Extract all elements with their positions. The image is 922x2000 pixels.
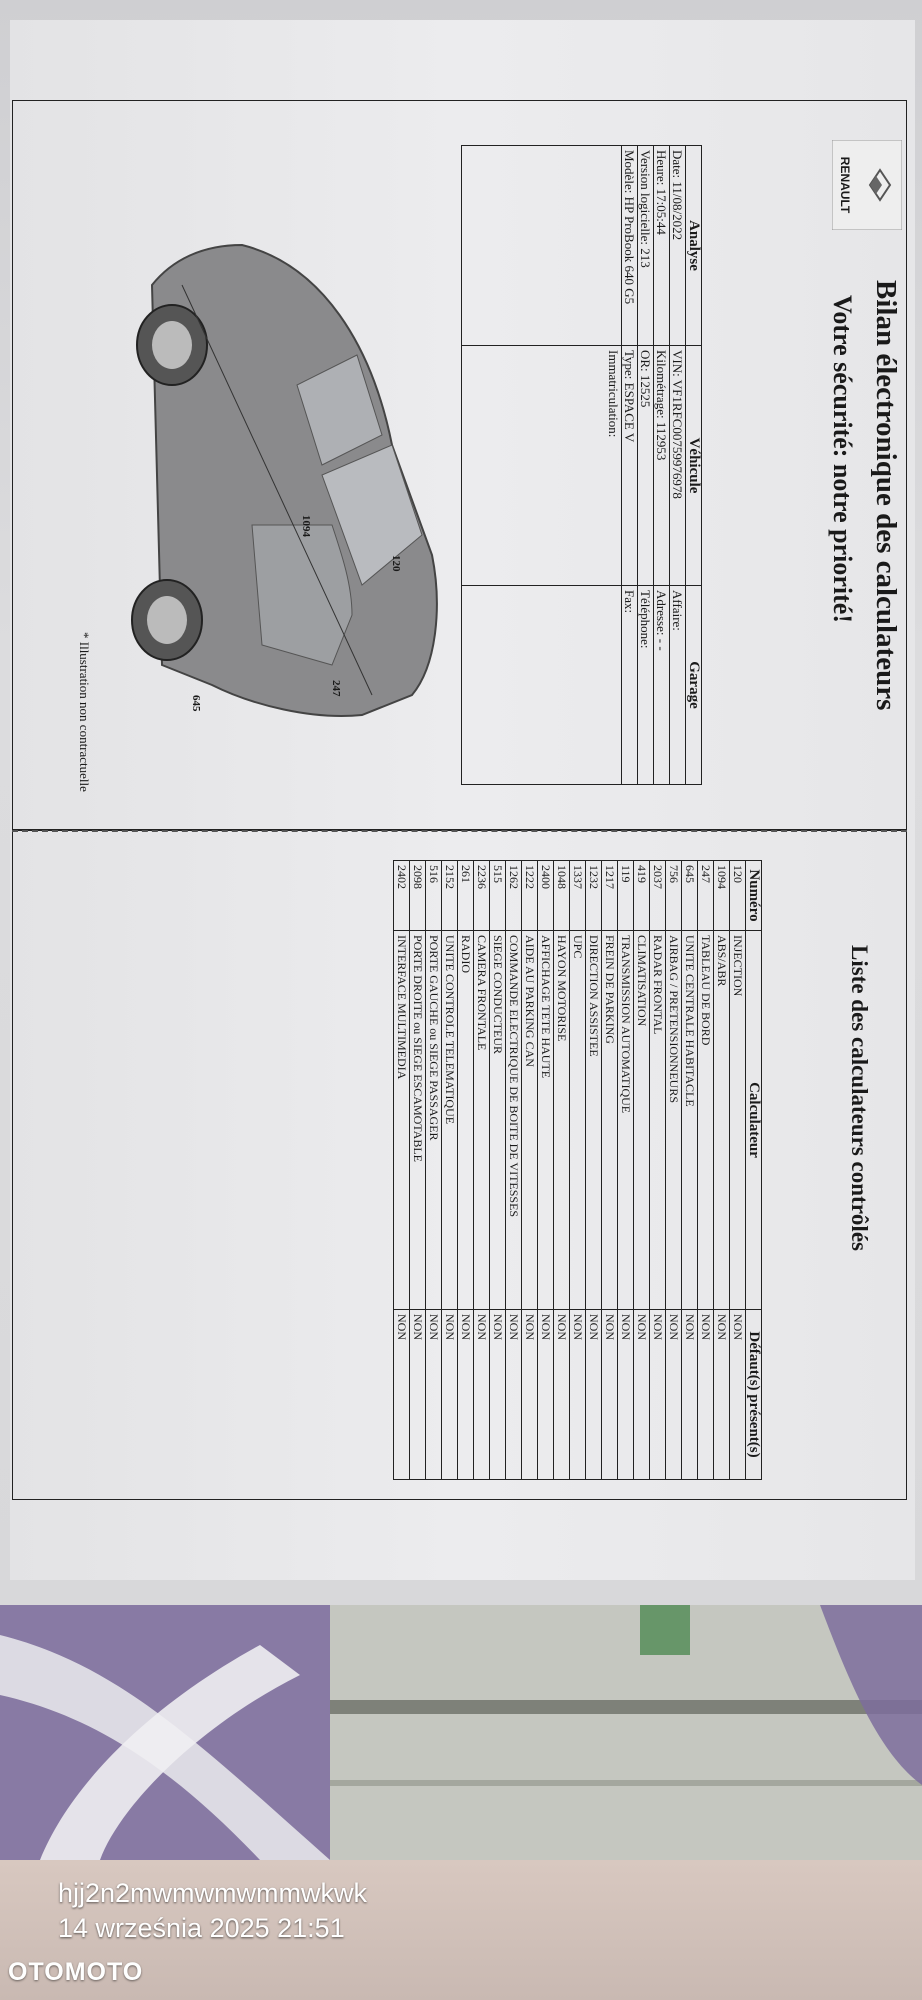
defaut-cell: NON bbox=[698, 1310, 714, 1480]
table-row bbox=[442, 861, 458, 1480]
info-row bbox=[638, 146, 654, 785]
calculateur-cell: FREIN DE PARKING bbox=[602, 931, 618, 1310]
table-row bbox=[410, 861, 426, 1480]
table-row bbox=[666, 861, 682, 1480]
col-calculateur: Calculateur bbox=[746, 931, 762, 1310]
table-row bbox=[634, 861, 650, 1480]
table-row bbox=[458, 861, 474, 1480]
info-cell: Date: 11/08/2022 bbox=[670, 146, 686, 346]
numero-cell: 1048 bbox=[554, 861, 570, 931]
otomoto-watermark: OTOMOTO bbox=[8, 1958, 144, 1986]
numero-cell: 756 bbox=[666, 861, 682, 931]
info-header-garage: Garage bbox=[686, 586, 702, 785]
numero-cell: 261 bbox=[458, 861, 474, 931]
calculateur-cell: AFFICHAGE TETE HAUTE bbox=[538, 931, 554, 1310]
info-cell: OR: 12525 bbox=[638, 346, 654, 586]
defaut-cell: NON bbox=[554, 1310, 570, 1480]
calculateur-cell: ABS/ABR bbox=[714, 931, 730, 1310]
table-row bbox=[490, 861, 506, 1480]
table-row bbox=[474, 861, 490, 1480]
table-row bbox=[522, 861, 538, 1480]
defaut-cell: NON bbox=[730, 1310, 746, 1480]
page-title: Bilan électronique des calculateurs bbox=[870, 280, 902, 711]
table-row bbox=[394, 861, 410, 1480]
calculateur-cell: CAMERA FRONTALE bbox=[474, 931, 490, 1310]
table-row bbox=[602, 861, 618, 1480]
info-cell: Téléphone: bbox=[638, 586, 654, 785]
numero-cell: 1217 bbox=[602, 861, 618, 931]
table-row bbox=[426, 861, 442, 1480]
info-row bbox=[622, 146, 638, 785]
numero-cell: 1094 bbox=[714, 861, 730, 931]
defaut-cell: NON bbox=[426, 1310, 442, 1480]
numero-cell: 1222 bbox=[522, 861, 538, 931]
info-cell: Version logicielle: 213 bbox=[638, 146, 654, 346]
info-cell: Affaire: bbox=[670, 586, 686, 785]
numero-cell: 2402 bbox=[394, 861, 410, 931]
calculateur-cell: INTERFACE MULTIMEDIA bbox=[394, 931, 410, 1310]
calculateur-cell: UPC bbox=[570, 931, 586, 1310]
illustration-note: * Illustration non contractuelle bbox=[77, 632, 92, 792]
calculateur-cell: CLIMATISATION bbox=[634, 931, 650, 1310]
table-row bbox=[538, 861, 554, 1480]
numero-cell: 2236 bbox=[474, 861, 490, 931]
defaut-cell: NON bbox=[410, 1310, 426, 1480]
numero-cell: 2400 bbox=[538, 861, 554, 931]
calculateur-cell: COMMANDE ELECTRIQUE DE BOITE DE VITESSES bbox=[506, 931, 522, 1310]
info-cell: Heure: 17:05:44 bbox=[654, 146, 670, 346]
numero-cell: 119 bbox=[618, 861, 634, 931]
defaut-cell: NON bbox=[714, 1310, 730, 1480]
photo-stamp-date: 14 września 2025 21:51 bbox=[58, 1913, 345, 1943]
list-title: Liste des calculateurs contrôlés bbox=[847, 945, 872, 1251]
info-cell: Type: ESPACE V bbox=[622, 346, 638, 586]
table-row bbox=[570, 861, 586, 1480]
numero-cell: 515 bbox=[490, 861, 506, 931]
defaut-cell: NON bbox=[522, 1310, 538, 1480]
calculateur-cell: UNITE CONTROLE TELEMATIQUE bbox=[442, 931, 458, 1310]
calculateur-cell: UNITE CENTRALE HABITACLE bbox=[682, 931, 698, 1310]
car-label-247: 247 bbox=[330, 680, 342, 697]
renault-logo bbox=[832, 140, 902, 230]
col-defauts: Défaut(s) présent(s) bbox=[746, 1310, 762, 1480]
calculateur-cell: DIRECTION ASSISTEE bbox=[586, 931, 602, 1310]
defaut-cell: NON bbox=[394, 1310, 410, 1480]
numero-cell: 2152 bbox=[442, 861, 458, 931]
calculateur-cell: AIRBAG / PRETENSIONNEURS bbox=[666, 931, 682, 1310]
table-row bbox=[618, 861, 634, 1480]
table-row bbox=[698, 861, 714, 1480]
defaut-cell: NON bbox=[474, 1310, 490, 1480]
numero-cell: 516 bbox=[426, 861, 442, 931]
calculateur-cell: AIDE AU PARKING CAN bbox=[522, 931, 538, 1310]
table-row bbox=[506, 861, 522, 1480]
defaut-cell: NON bbox=[442, 1310, 458, 1480]
numero-cell: 2098 bbox=[410, 861, 426, 931]
calculateur-cell: RADIO bbox=[458, 931, 474, 1310]
table-row bbox=[554, 861, 570, 1480]
numero-cell: 1262 bbox=[506, 861, 522, 931]
info-cell: Modèle: HP ProBook 640 G5 bbox=[622, 146, 638, 346]
numero-cell: 120 bbox=[730, 861, 746, 931]
defaut-cell: NON bbox=[650, 1310, 666, 1480]
calculateur-cell: RADAR FRONTAL bbox=[650, 931, 666, 1310]
numero-cell: 247 bbox=[698, 861, 714, 931]
defaut-cell: NON bbox=[618, 1310, 634, 1480]
table-row bbox=[714, 861, 730, 1480]
info-cell: Adresse: - - bbox=[654, 586, 670, 785]
brand-label: RENAULT bbox=[838, 156, 852, 214]
numero-cell: 645 bbox=[682, 861, 698, 931]
calculateur-cell: PORTE GAUCHE ou SIEGE PASSAGER bbox=[426, 931, 442, 1310]
numero-cell: 419 bbox=[634, 861, 650, 931]
calculateur-cell: HAYON MOTORISE bbox=[554, 931, 570, 1310]
defaut-cell: NON bbox=[634, 1310, 650, 1480]
table-row bbox=[730, 861, 746, 1480]
info-header-analyse: Analyse bbox=[686, 146, 702, 346]
info-table bbox=[461, 145, 702, 785]
info-cell: Kilométrage: 112953 bbox=[654, 346, 670, 586]
car-drawing bbox=[112, 225, 492, 725]
table-row bbox=[682, 861, 698, 1480]
calculateur-cell: TRANSMISSION AUTOMATIQUE bbox=[618, 931, 634, 1310]
photo-stamp-name: hjj2n2mwmwmwmmwkwk bbox=[58, 1878, 368, 1908]
table-row bbox=[650, 861, 666, 1480]
calculators-table bbox=[393, 860, 762, 1480]
defaut-cell: NON bbox=[602, 1310, 618, 1480]
defaut-cell: NON bbox=[666, 1310, 682, 1480]
calculateur-cell: TABLEAU DE BORD bbox=[698, 931, 714, 1310]
info-row bbox=[670, 146, 686, 785]
info-cell: VIN: VF1RFC00759976978 bbox=[670, 346, 686, 586]
fold-line bbox=[12, 830, 907, 832]
col-numero: Numéro bbox=[746, 861, 762, 931]
car-illustration bbox=[112, 225, 492, 725]
car-label-120: 120 bbox=[390, 555, 402, 572]
car-label-645: 645 bbox=[190, 695, 202, 712]
defaut-cell: NON bbox=[506, 1310, 522, 1480]
calculateur-cell: SIEGE CONDUCTEUR bbox=[490, 931, 506, 1310]
car-label-1094: 1094 bbox=[300, 515, 312, 537]
defaut-cell: NON bbox=[538, 1310, 554, 1480]
calculateur-cell: INJECTION bbox=[730, 931, 746, 1310]
info-header-vehicule: Véhicule bbox=[686, 346, 702, 586]
numero-cell: 1232 bbox=[586, 861, 602, 931]
defaut-cell: NON bbox=[586, 1310, 602, 1480]
info-cell: Fax: bbox=[622, 586, 638, 785]
defaut-cell: NON bbox=[570, 1310, 586, 1480]
page-subtitle: Votre sécurité: notre priorité! bbox=[828, 295, 857, 624]
numero-cell: 1337 bbox=[570, 861, 586, 931]
info-row bbox=[654, 146, 670, 785]
calculateur-cell: PORTE DROITE ou SIEGE ESCAMOTABLE bbox=[410, 931, 426, 1310]
numero-cell: 2037 bbox=[650, 861, 666, 931]
defaut-cell: NON bbox=[490, 1310, 506, 1480]
table-row bbox=[586, 861, 602, 1480]
defaut-cell: NON bbox=[682, 1310, 698, 1480]
defaut-cell: NON bbox=[458, 1310, 474, 1480]
info-cell: Immatriculation: bbox=[462, 346, 622, 586]
